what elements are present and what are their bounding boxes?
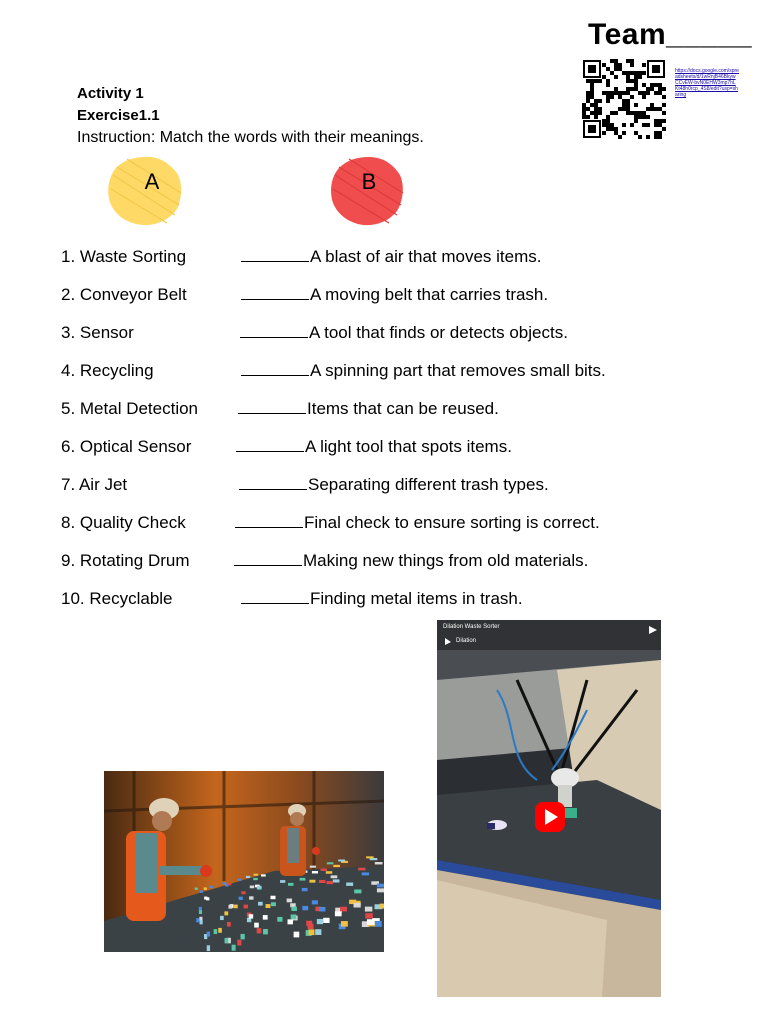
video-player[interactable] bbox=[437, 620, 661, 997]
term-text: 9. Rotating Drum bbox=[61, 551, 190, 570]
meaning-text: Finding metal items in trash. bbox=[310, 589, 523, 608]
column-b-label: B bbox=[361, 169, 377, 194]
term-text: 3. Sensor bbox=[61, 323, 134, 342]
meaning-text: Items that can be reused. bbox=[307, 399, 499, 418]
meaning-text: A light tool that spots items. bbox=[305, 437, 512, 456]
activity-title: Activity 1 bbox=[77, 85, 144, 102]
answer-blank[interactable] bbox=[240, 323, 308, 338]
column-a-label: A bbox=[144, 169, 160, 194]
meaning-text: Separating different trash types. bbox=[308, 475, 549, 494]
team-label: Team_____ bbox=[588, 18, 753, 51]
meaning-text: A spinning part that removes small bits. bbox=[310, 361, 606, 380]
video-channel[interactable]: Dilation bbox=[456, 638, 477, 644]
answer-blank[interactable] bbox=[234, 551, 302, 566]
instruction-text: Instruction: Match the words with their meanings. bbox=[77, 129, 424, 146]
meaning-text: A blast of air that moves items. bbox=[310, 247, 542, 266]
qr-code[interactable] bbox=[582, 59, 666, 139]
answer-blank[interactable] bbox=[238, 399, 306, 414]
recycling-workers-photo bbox=[104, 771, 384, 952]
list-item bbox=[61, 589, 701, 609]
exercise-title: Exercise1.1 bbox=[77, 107, 160, 124]
answer-blank[interactable] bbox=[239, 475, 307, 490]
term-text: 10. Recyclable bbox=[61, 589, 173, 608]
answer-blank[interactable] bbox=[241, 361, 309, 376]
answer-blank[interactable] bbox=[241, 285, 309, 300]
term-text: 7. Air Jet bbox=[61, 475, 128, 494]
list-item bbox=[61, 323, 701, 343]
list-item bbox=[61, 513, 701, 533]
list-item bbox=[61, 475, 701, 495]
term-text: 8. Quality Check bbox=[61, 513, 186, 532]
term-text: 2. Conveyor Belt bbox=[61, 285, 187, 304]
list-item bbox=[61, 285, 701, 305]
list-item bbox=[61, 551, 701, 571]
meaning-text: Making new things from old materials. bbox=[303, 551, 589, 570]
answer-blank[interactable] bbox=[235, 513, 303, 528]
meaning-text: Final check to ensure sorting is correct. bbox=[304, 513, 600, 532]
meaning-text: A tool that finds or detects objects. bbox=[309, 323, 568, 342]
list-item bbox=[61, 361, 701, 381]
answer-blank[interactable] bbox=[241, 589, 309, 604]
term-text: 6. Optical Sensor bbox=[61, 437, 192, 456]
list-item bbox=[61, 399, 701, 419]
list-item bbox=[61, 247, 701, 267]
answer-blank[interactable] bbox=[241, 247, 309, 262]
list-item bbox=[61, 437, 701, 457]
term-text: 4. Recycling bbox=[61, 361, 154, 380]
meaning-text: A moving belt that carries trash. bbox=[310, 285, 549, 304]
video-title[interactable]: Dilation Waste Sorter bbox=[443, 624, 500, 630]
answer-blank[interactable] bbox=[236, 437, 304, 452]
term-text: 1. Waste Sorting bbox=[61, 247, 187, 266]
spreadsheet-link[interactable]: https://docs.google.com/spreadsheets/d/1wRnjB46BkywCCvEW-bvN0EHW3mp7hL Kt48h0rcp_4S8/edit?usp=sharing bbox=[675, 68, 739, 98]
term-text: 5. Metal Detection bbox=[61, 399, 199, 418]
